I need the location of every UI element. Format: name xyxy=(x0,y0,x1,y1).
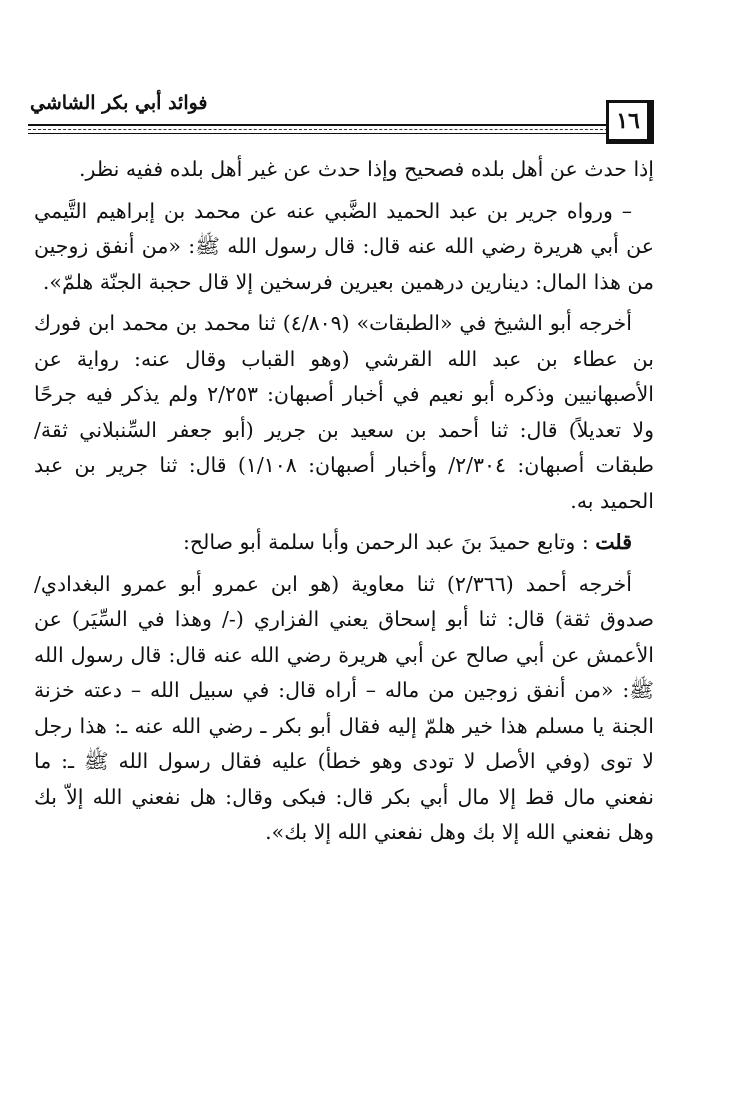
paragraph-continuation: إذا حدث عن أهل بلده فصحيح وإذا حدث عن غير أهل بلده ففيه نظر. xyxy=(79,157,654,181)
paragraph-qultu xyxy=(34,525,654,561)
header-rule-top xyxy=(28,124,618,126)
header-rule-bottom xyxy=(28,133,618,134)
paragraph-takhrij-abu-al-shaykh: أخرجه أبو الشيخ في «الطبقات» (٤/٨٠٩) ثنا محمد بن محمد ابن فورك بن عطاء بن عبد الله القرشي (وهو القباب وقال عنه: رواية عن الأصبهانيين وذكره أبو نعيم في أخبار أصبهان: ٢/٢٥٣ ولم يذكر فيه جرحًا ولا تعديلاً) قال: ثنا أحمد بن سعيد بن جرير (أبو جعفر السِّنبلاني ثقة/ طبقات أصبهان: ٢/٣٠٤/ وأخبار أصبهان: ١/١٠٨) قال: ثنا جرير بن عبد الحميد به. xyxy=(34,311,654,513)
paragraph-narration: – ورواه جرير بن عبد الحميد الضَّبي عنه عن محمد بن إبراهيم التَّيمي عن أبي هريرة رضي الله عنه قال: قال رسول الله ﷺ: «من أنفق زوجين من هذا المال: دينارين درهمين بعيرين فرسخين إلا قال حجبة الجنّة هلمّ». xyxy=(34,198,654,294)
page-number: ١٦ xyxy=(616,108,640,134)
page-number-box xyxy=(606,100,654,144)
qultu-label: قلت xyxy=(595,530,632,554)
paragraph-takhrij-ahmad: أخرجه أحمد (٢/٣٦٦) ثنا معاوية (هو ابن عمرو أبو عمرو البغدادي/ صدوق ثقة) قال: ثنا أبو إسحاق يعني الفزاري (-/ وهذا في السِّيَر) عن الأعمش عن أبي صالح عن أبي هريرة رضي الله عنه قال: قال رسول الله ﷺ: «من أنفق زوجين من ماله – أراه قال: في سبيل الله – دعته خزنة الجنة يا مسلم هذا خير هلمّ إليه فقال أبو بكر ـ رضي الله عنه ـ: هذا رجل لا توى (وفي الأصل لا تودى وهو خطأ) عليه فقال رسول الله ﷺ ـ: ما نفعني مال قط إلا مال أبي بكر قال: فبكى وقال: هل نفعني الله إلاّ بك وهل نفعني الله إلا بك وهل نفعني الله إلا بك». xyxy=(34,571,654,844)
header-rule-middle xyxy=(28,129,618,130)
qultu-text: : وتابع حميدَ بنَ عبد الرحمن وأبا سلمة أبو صالح: xyxy=(183,530,589,554)
running-title: فوائد أبي بكر الشاشي xyxy=(30,92,208,114)
body-text xyxy=(34,152,654,851)
